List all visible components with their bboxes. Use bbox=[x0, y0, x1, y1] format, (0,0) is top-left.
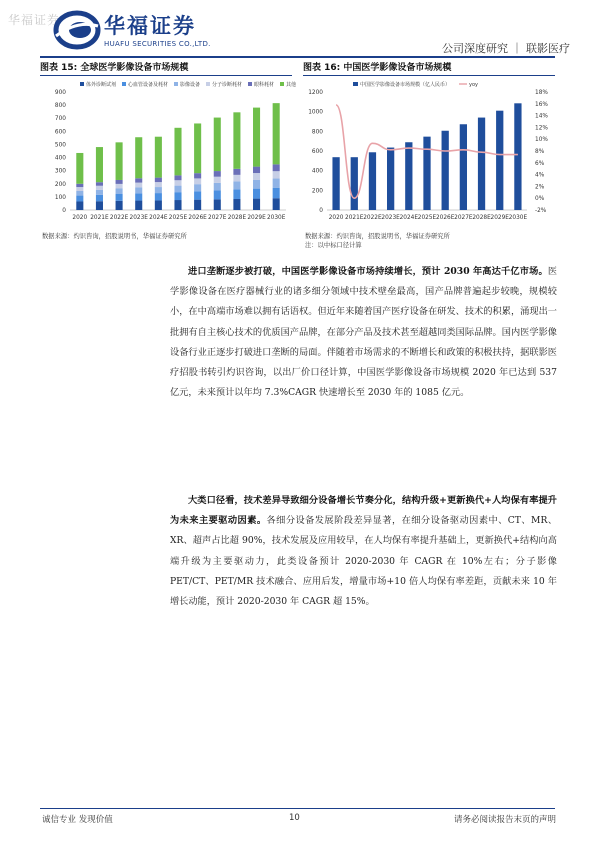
bar-segment bbox=[116, 180, 123, 184]
bar-segment bbox=[116, 142, 123, 180]
bar-segment bbox=[253, 173, 260, 180]
y-tick-label: 900 bbox=[54, 90, 66, 96]
y2-tick-label: 18% bbox=[535, 90, 548, 96]
bar-segment bbox=[76, 184, 83, 187]
y-tick-label: 400 bbox=[54, 155, 66, 162]
bar-segment bbox=[96, 182, 103, 186]
legend-swatch bbox=[248, 82, 252, 86]
bar-segment bbox=[96, 147, 103, 182]
bar-segment bbox=[135, 193, 142, 200]
y2-tick-label: 8% bbox=[535, 149, 545, 155]
y-tick-label: 500 bbox=[54, 142, 66, 149]
paragraph-1-text: 医学影像设备在医疗器械行业的诸多细分领域中技术壁垒最高，国产品牌普遍起步较晚，规模较小，在中高端市场难以拥有话语权。但近年来随着国产医疗设备在研发、技术的积累，涌现出一批拥有自主核心技术的优质国产品牌，在部分产品及技术甚至超越同类国际品牌。国内医学影像设备行业正逐步打破进口垄断的局面。伴随着市场需求的不断增长和政策的积极扶持，据联影医疗招股书转引灼识咨询，以出厂价口径计算，中国医学影像设备市场规模 2020 年已达到 537 亿元，未来预计以年均 7.3%CAGR 快速增长至 2030 年的 1085 亿元。 bbox=[170, 266, 557, 399]
legend-label: 体外诊断试剂 bbox=[86, 82, 117, 88]
bar-segment bbox=[96, 201, 103, 210]
figure16-source: 数据来源：灼识咨询，招股说明书，华福证券研究所 bbox=[305, 233, 450, 240]
bar bbox=[351, 157, 358, 210]
logo-name-en: HUAFU SECURITIES CO.,LTD. bbox=[104, 40, 211, 48]
x-tick-label: 2025E bbox=[168, 215, 188, 221]
y2-tick-label: 4% bbox=[535, 172, 545, 179]
footer-divider bbox=[40, 808, 555, 809]
bar-segment bbox=[155, 193, 162, 200]
bar-segment bbox=[194, 123, 201, 173]
x-tick-label: 2024E bbox=[149, 215, 168, 221]
bar-segment bbox=[174, 128, 181, 176]
body-paragraph-1 bbox=[170, 262, 557, 403]
bar-segment bbox=[155, 137, 162, 178]
bar bbox=[332, 157, 339, 210]
figure16-chart bbox=[303, 78, 555, 228]
bar-segment bbox=[194, 191, 201, 199]
bar bbox=[496, 111, 503, 210]
bar bbox=[369, 152, 376, 210]
bar-segment bbox=[116, 194, 123, 201]
bar-segment bbox=[214, 183, 221, 191]
bar bbox=[460, 124, 467, 210]
y-tick-label: 400 bbox=[311, 168, 323, 175]
header-divider bbox=[40, 56, 555, 58]
x-tick-label: 2023E bbox=[129, 215, 148, 221]
legend-label: 其他 bbox=[286, 82, 297, 88]
bar-segment bbox=[194, 178, 201, 184]
y-tick-label: 800 bbox=[311, 129, 323, 136]
x-tick-label: 2026E bbox=[188, 215, 207, 221]
bar-segment bbox=[233, 199, 240, 210]
figure15-source: 数据来源：灼识咨询，招股说明书，华福证券研究所 bbox=[42, 233, 187, 240]
bar-segment bbox=[76, 191, 83, 196]
bar-segment bbox=[135, 187, 142, 193]
legend-label: 眼科耗材 bbox=[254, 82, 275, 88]
bar-segment bbox=[155, 182, 162, 187]
bar-segment bbox=[116, 201, 123, 210]
bar-segment bbox=[174, 180, 181, 185]
figure15-chart bbox=[40, 78, 297, 228]
bar-segment bbox=[253, 108, 260, 167]
x-tick-label: 2028E bbox=[227, 215, 247, 221]
figure16-title: 图表 16: 中国医学影像设备市场规模 bbox=[303, 60, 555, 76]
x-tick-label: 2025E bbox=[417, 215, 437, 221]
x-tick-label: 2027E bbox=[454, 215, 473, 221]
bar bbox=[514, 103, 521, 210]
y2-tick-label: 14% bbox=[535, 113, 548, 120]
bar-segment bbox=[135, 137, 142, 178]
logo-emblem-icon bbox=[54, 10, 100, 50]
bar-segment bbox=[76, 187, 83, 191]
bar-segment bbox=[253, 189, 260, 199]
y-tick-label: 0 bbox=[62, 208, 66, 214]
watermark-text: 华福证券 bbox=[8, 13, 61, 27]
company-logo bbox=[54, 8, 254, 54]
bar-segment bbox=[155, 200, 162, 210]
legend-swatch bbox=[80, 82, 84, 86]
x-tick-label: 2021E bbox=[90, 215, 109, 221]
bar-segment bbox=[76, 196, 83, 202]
bar-segment bbox=[155, 178, 162, 182]
y-tick-label: 800 bbox=[54, 103, 66, 110]
figure16-svg bbox=[303, 78, 555, 228]
y2-tick-label: 16% bbox=[535, 101, 548, 108]
logo-name-cn: 华福证券 bbox=[104, 14, 196, 38]
y2-tick-label: 2% bbox=[535, 184, 545, 191]
y2-tick-label: 12% bbox=[535, 125, 548, 132]
legend-swatch bbox=[122, 82, 126, 86]
x-tick-label: 2022E bbox=[109, 215, 129, 221]
y2-tick-label: 0% bbox=[535, 196, 545, 203]
figure15-title: 图表 15: 全球医学影像设备市场规模 bbox=[40, 60, 292, 76]
y2-tick-label: 6% bbox=[535, 160, 545, 167]
bar-segment bbox=[214, 177, 221, 183]
bar bbox=[423, 137, 430, 210]
paragraph-2-text: 各细分设备发展阶段差异显著，在细分设备驱动因素中、CT、MR、XR、超声占比超 90%，技术发展及应用较早，在人均保有率提升基础上，更新换代+结构向高端升级为主要驱动力，此类设备预计 2020-2030 年 CAGR 在 10%左右；分子影像 PET/CT、PET/MR 技术融合、应用后发，增量市场+10 倍人均保有率差距，贡献未来 10 年增长动能，预计 2020-2030 年 CAGR 超 15%。 bbox=[170, 515, 558, 608]
bar-segment bbox=[214, 118, 221, 171]
legend-swatch bbox=[280, 82, 284, 86]
bar-segment bbox=[194, 184, 201, 191]
y-tick-label: 1200 bbox=[308, 90, 323, 96]
paragraph-2-lead: 大类口径看，技术差异导致细分设备增长节奏分化，结构升级+更新换代+人均保有率提升为未来主要驱动因素。 bbox=[170, 495, 557, 527]
x-tick-label: 2029E bbox=[490, 215, 509, 221]
bar bbox=[478, 118, 485, 210]
bar-segment bbox=[214, 199, 221, 210]
y-tick-label: 100 bbox=[54, 194, 66, 201]
bar bbox=[387, 148, 394, 210]
legend-label: 分子诊断耗材 bbox=[212, 82, 243, 88]
bar-segment bbox=[273, 171, 280, 178]
header-report-type: 公司深度研究 ｜ 联影医疗 bbox=[442, 42, 570, 55]
paragraph-1-lead: 进口垄断逐步被打破，中国医学影像设备市场持续增长，预计 2030 年高达千亿市场。 bbox=[188, 266, 548, 277]
bar-segment bbox=[194, 173, 201, 178]
y-tick-label: 700 bbox=[54, 116, 66, 123]
bar bbox=[405, 142, 412, 210]
bar-segment bbox=[174, 192, 181, 200]
bar bbox=[442, 131, 449, 210]
figure15-svg bbox=[40, 78, 297, 228]
y-tick-label: 200 bbox=[311, 188, 323, 195]
y-tick-label: 0 bbox=[319, 208, 323, 214]
x-tick-label: 2028E bbox=[472, 215, 491, 221]
bar-segment bbox=[174, 175, 181, 180]
footer-disclaimer: 请务必阅读报告末页的声明 bbox=[453, 815, 556, 825]
bar-segment bbox=[233, 175, 240, 182]
figure16-note: 注：以中标口径计算 bbox=[305, 242, 362, 249]
bar-segment bbox=[273, 188, 280, 198]
bar-segment bbox=[116, 188, 123, 194]
y-tick-label: 1000 bbox=[308, 109, 323, 116]
y-tick-label: 300 bbox=[54, 168, 66, 175]
bar-segment bbox=[135, 178, 142, 182]
x-tick-label: 2020 bbox=[72, 215, 88, 221]
bar-segment bbox=[253, 199, 260, 210]
bar-segment bbox=[273, 198, 280, 210]
bar-segment bbox=[96, 190, 103, 195]
x-tick-label: 2029E bbox=[247, 215, 266, 221]
legend-swatch bbox=[353, 82, 358, 86]
footer-slogan: 诚信专业 发现价值 bbox=[42, 815, 113, 825]
y-tick-label: 600 bbox=[54, 129, 66, 136]
bar-segment bbox=[273, 164, 280, 171]
x-tick-label: 2021E bbox=[345, 215, 364, 221]
body-paragraph-2 bbox=[170, 491, 557, 612]
x-tick-label: 2030E bbox=[508, 215, 528, 221]
bar-segment bbox=[214, 171, 221, 177]
x-tick-label: 2030E bbox=[266, 215, 286, 221]
y-tick-label: 600 bbox=[311, 149, 323, 155]
bar-segment bbox=[96, 195, 103, 201]
x-tick-label: 2020 bbox=[328, 215, 344, 221]
legend-swatch bbox=[206, 82, 210, 86]
legend-label: 影像设备 bbox=[180, 82, 201, 88]
legend-label: 心血管设备及耗材 bbox=[128, 82, 169, 88]
legend-label: yoy bbox=[469, 82, 478, 88]
bar-segment bbox=[174, 200, 181, 210]
legend-label: 中国医学影像设备市场规模（亿人民币） bbox=[360, 82, 451, 88]
bar-segment bbox=[273, 179, 280, 188]
bar-segment bbox=[233, 169, 240, 175]
bar-segment bbox=[233, 112, 240, 169]
bar-segment bbox=[174, 186, 181, 193]
bar-segment bbox=[116, 184, 123, 189]
bar-segment bbox=[253, 180, 260, 189]
x-tick-label: 2026E bbox=[435, 215, 455, 221]
bar-segment bbox=[233, 181, 240, 189]
bar-segment bbox=[76, 153, 83, 184]
bar-segment bbox=[214, 190, 221, 199]
bar-segment bbox=[194, 200, 201, 210]
x-tick-label: 2023E bbox=[381, 215, 400, 221]
bar-segment bbox=[135, 183, 142, 188]
y-tick-label: 200 bbox=[54, 181, 66, 188]
y2-tick-label: 10% bbox=[535, 137, 548, 144]
bar-segment bbox=[273, 103, 280, 164]
bar-segment bbox=[76, 201, 83, 210]
x-tick-label: 2027E bbox=[208, 215, 227, 221]
bar-segment bbox=[135, 201, 142, 210]
page-number: 10 bbox=[289, 813, 300, 823]
legend-swatch bbox=[174, 82, 178, 86]
y2-tick-label: -2% bbox=[535, 208, 547, 214]
bar-segment bbox=[253, 167, 260, 173]
bar-segment bbox=[155, 187, 162, 193]
bar-segment bbox=[233, 190, 240, 199]
bar-segment bbox=[96, 186, 103, 190]
x-tick-label: 2022E bbox=[363, 215, 382, 221]
x-tick-label: 2024E bbox=[399, 215, 419, 221]
